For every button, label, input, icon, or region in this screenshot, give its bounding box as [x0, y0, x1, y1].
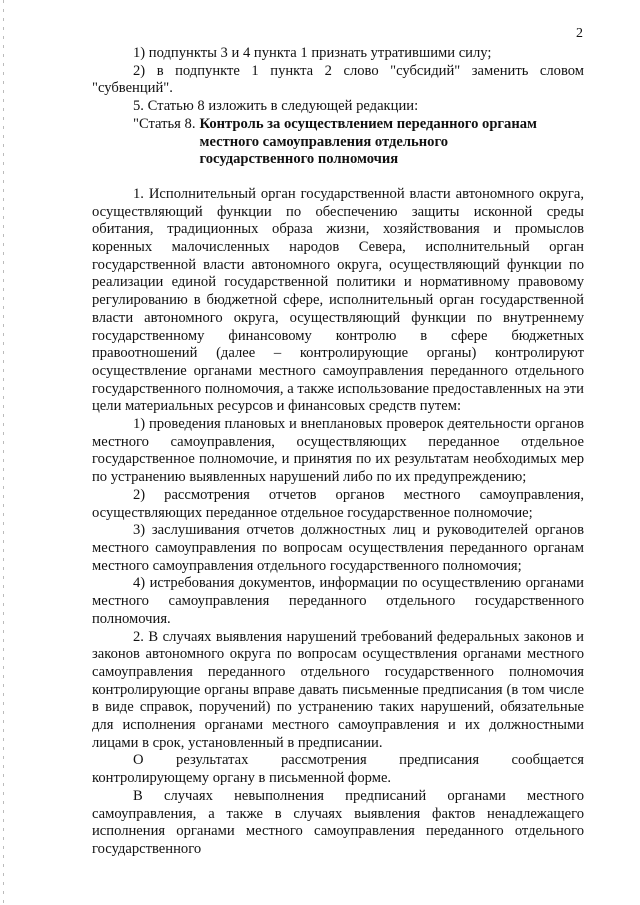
paragraph-1-2: 2) рассмотрения отчетов органов местного самоуправления, осуществляющих переданное отдельное государственное полномочие;	[92, 486, 584, 521]
paragraph-2: 2. В случаях выявления нарушений требований федеральных законов и законов автономного округа по вопросам осуществления органами местного самоуправления переданного отдельного государственного полномочия контролирующие органы вправе давать письменные предписания (в том числе в виде справок, поручений) по устранению таких нарушений, обязательные для исполнения органами местного самоуправления и их должностными лицами в срок, установленный в предписании.	[92, 628, 584, 751]
paragraph-4: В случаях невыполнения предписаний органами местного самоуправления, а также в случаях выявления фактов ненадлежащего исполнения органами местного самоуправления переданного отдельного государственного	[92, 787, 584, 857]
paragraph-1-1: 1) проведения плановых и внеплановых проверок деятельности органов местного самоуправления, осуществляющих переданное отдельное государственное полномочие, и принятия по их результатам необходимых мер по устранению выявленных нарушений либо по их предупреждению;	[92, 416, 584, 486]
document-body	[92, 45, 584, 859]
scan-edge-artifact	[3, 0, 4, 905]
article-label: "Статья 8.	[133, 115, 196, 132]
article-title-line: государственного полномочия	[199, 151, 399, 168]
paragraph-1-4: 4) истребования документов, информации по осуществлению органами местного самоуправления переданного отдельного государственного полномочия.	[92, 575, 584, 627]
paragraph-sub1: 1) подпункты 3 и 4 пункта 1 признать утратившими силу;	[133, 45, 492, 61]
article-title-line: Контроль за осуществлением переданного органам	[199, 115, 538, 132]
article-title-line: местного самоуправления отдельного	[199, 133, 449, 150]
article-heading	[92, 116, 584, 169]
paragraph-1: 1. Исполнительный орган государственной власти автономного округа, осуществляющий функции по обеспечению защиты исконной среды обитания, традиционных образа жизни, хозяйствования и промыслов коренных малочисленных народов Севера, исполнительный орган государственной власти автономного округа, осуществляющий функции по реализации единой государственной политики и нормативному правовому регулированию в бюджетной сфере, исполнительный орган государственной власти автономного округа, осуществляющий функции по внутреннему государственному финансовому контролю в сфере бюджетных правоотношений (далее – контролирующие органы) контролируют осуществление органами местного самоуправления переданного отдельного государственного полномочия, а также использование предоставленных на эти цели материальных ресурсов и финансовых средств путем:	[92, 185, 584, 415]
paragraph-article-intro: 5. Статью 8 изложить в следующей редакции:	[133, 98, 419, 115]
paragraph-1-3: 3) заслушивания отчетов должностных лиц и руководителей органов местного самоуправления по вопросам осуществления переданного органам местного самоуправления отдельного государственного полномочия;	[92, 522, 584, 574]
article-title	[200, 116, 560, 169]
paragraph-sub2: 2) в подпункте 1 пункта 2 слово "субсидий" заменить словом "субвенций".	[92, 62, 584, 97]
page-number: 2	[576, 26, 583, 41]
paragraph-3: О результатах рассмотрения предписания сообщается контролирующему органу в письменной форме.	[92, 752, 584, 787]
